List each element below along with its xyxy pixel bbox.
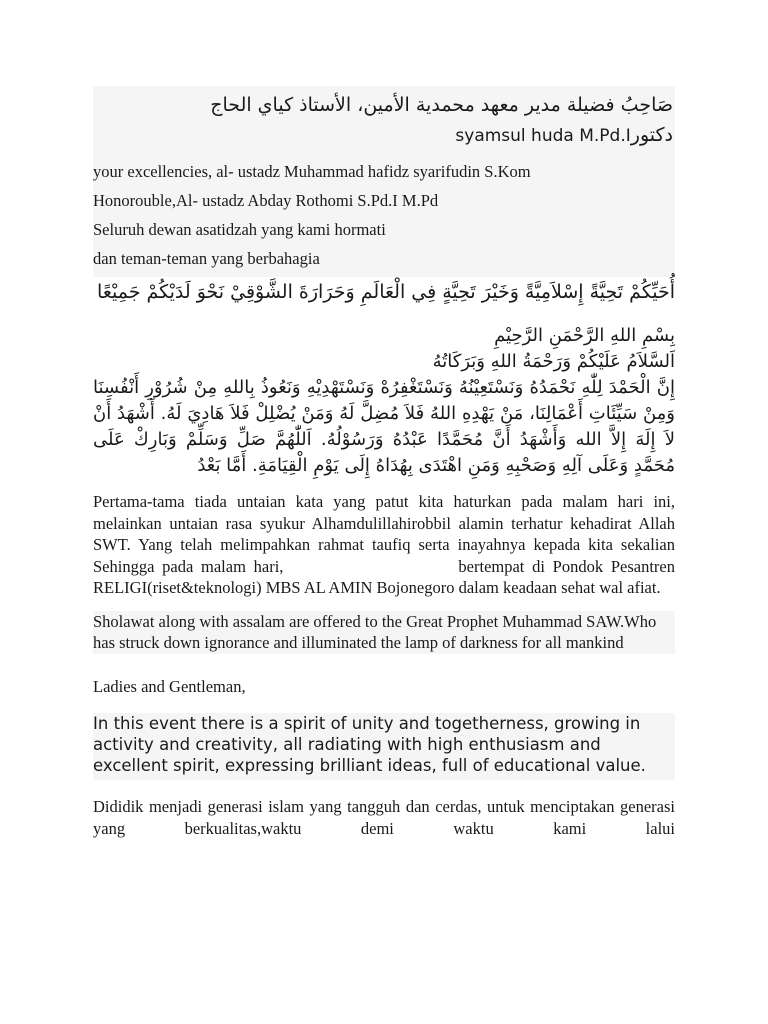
khutbah-hajat: إِنَّ الْحَمْدَ لِلّٰهِ نَحْمَدُهُ وَنَسْتَعِيْنُهُ وَنَسْتَغْفِرُهْ وَنَسْتَهْدِيْهِ وَنَعُوذُ بِاللهِ مِنْ شُرُوْرِ أَنْفُسِنَا وَمِنْ سَيِّئَاتِ أَعْمَالِنَا، مَنْ يَهْدِهِ اللهُ فَلاَ مُضِلَّ لَهُ وَمَنْ يُضْلِلْ فَلاَ هَادِيَ لَهُ. أَشْهَدُ أَنْ لاَ إِلَهَ إِلاَّ الله وَأَشْهَدُ أَنَّ مُحَمَّدًا عَبْدُهُ وَرَسُوْلُهُ. اَللّٰهُمَّ صَلِّ وَسَلِّمْ وَبَارِكْ عَلَى مُحَمَّدٍ وَعَلَى آلِهِ وَصَحْبِهِ وَمَنِ اهْتَدَى بِهُدَاهُ إِلَى يَوْمِ الْقِيَامَةِ. أَمَّا بَعْدُ (93, 377, 675, 476)
document-page (93, 86, 675, 839)
salutation-list (93, 151, 675, 277)
salutation-line-4: dan teman-teman yang berbahagia (93, 249, 320, 268)
paragraph-gratitude-part-2: bertempat di Pondok Pesantren RELIGI(riset&teknologi) MBS AL AMIN Bojonegoro dalam keadaan sehat wal afiat. (93, 556, 675, 597)
paragraph-gratitude-part-1: Pertama-tama tiada untaian kata yang patut kita haturkan pada malam hari ini, melainkan untaian rasa syukur Alhamdulillahirobbil alamin terhatur kehadirat Allah SWT. Yang telah melimpahkan rahmat taufiq serta inayahnya kepada kita sekalian Sehingga pada malam hari, (93, 492, 675, 576)
salam: اَلسَّلاَمُ عَلَيْكُمْ وَرَحْمَةُ اللهِ وَبَرَكَاتُهُ (432, 351, 675, 372)
paragraph-generation: Dididik menjadi generasi islam yang tangguh dan cerdas, untuk menciptakan generasi yang berkualitas,waktu demi waktu kami lalui (93, 797, 675, 838)
arabic-opening (93, 323, 675, 479)
paragraph-gratitude (93, 491, 675, 599)
honoree-name: syamsul huda M.Pd.I (455, 126, 631, 146)
salutation-line-1: your excellencies, al- ustadz Muhammad hafidz syarifudin S.Kom (93, 162, 531, 181)
arabic-address-line: صَاحِبُ فضيلة مدير معهد محمدية الأمين، الأستاذ كياي الحاج دكتور (210, 94, 673, 146)
basmala: بِسْمِ اللهِ الرَّحْمَنِ الرَّحِيْمِ (494, 325, 675, 346)
salutation-line-3: Seluruh dewan asatidzah yang kami hormati (93, 220, 386, 239)
salutation-line-2: Honorouble,Al- ustadz Abday Rothomi S.Pd.I M.Pd (93, 191, 439, 210)
header-section (93, 86, 675, 277)
paragraph-sholawat: Sholawat along with assalam are offered to the Great Prophet Muhammad SAW.Who has struck down ignorance and illuminated the lamp of darkness for all mankind (93, 611, 675, 654)
arabic-address-heading (93, 86, 675, 151)
paragraph-event-spirit: In this event there is a spirit of unity and togetherness, growing in activity and creativity, all radiating with high enthusiasm and excellent spirit, expressing brilliant ideas, full of educational value. (93, 713, 675, 780)
paragraph-salutation: Ladies and Gentleman, (93, 676, 246, 696)
arabic-greeting: أُحَيِّكُمْ تَحِيَّةً إِسْلاَمِيَّةً وَخَيْرَ تَحِيَّةٍ فِي الْعَالَمِ وَحَرَارَةَ الشَّوْقِيْ نَحْوَ لَدَيْكُمْ جَمِيْعًا (97, 281, 675, 303)
